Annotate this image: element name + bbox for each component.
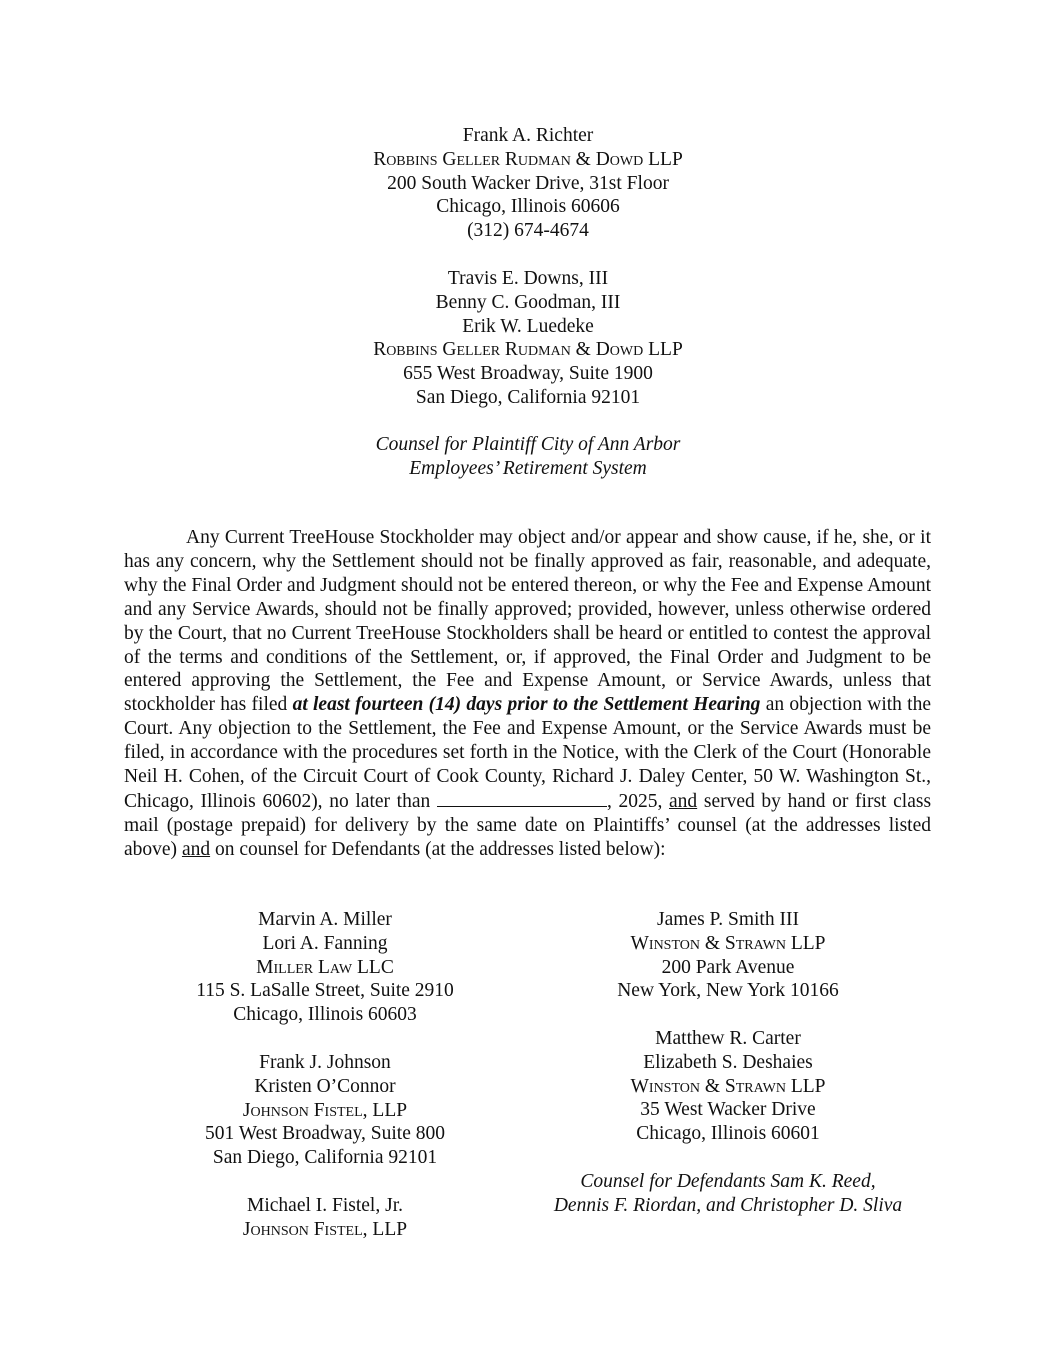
firm-name: Miller Law LLC — [256, 956, 394, 978]
defense-counsel-left-group-1 — [160, 908, 490, 1027]
address-line: Chicago, Illinois 60601 — [636, 1123, 820, 1145]
role-line: Counsel for Defendants Sam K. Reed, — [580, 1171, 876, 1192]
defense-counsel-role — [528, 1170, 928, 1218]
attorney-name: Matthew R. Carter — [655, 1028, 801, 1049]
paragraph-text: , 2025, — [606, 790, 663, 812]
firm-name: Robbins Geller Rudman & Dowd LLP — [373, 339, 683, 361]
attorney-name: Erik W. Luedeke — [462, 315, 594, 337]
attorney-name: Lori A. Fanning — [262, 932, 388, 954]
address-line: San Diego, California 92101 — [415, 386, 641, 408]
address-line: 655 West Broadway, Suite 1900 — [403, 363, 653, 385]
paragraph-text: on counsel for Defendants (at the addresses listed below): — [214, 838, 666, 860]
paragraph-text: Any Current TreeHouse Stockholder may object and/or appear and show cause, if he, she, or it has any concern, why the Settlement should not be finally approved as fair, reasonable, and adequate, why the Final Order and Judgment should not be entered thereon, or why the Fee and Expense Amount and any Service Awards, should not be finally approved; provided, however, unless otherwise ordered by the Court, that no Current TreeHouse Stockholders shall be heard or entitled to contest the approval of the terms and conditions of the Settlement, or, if approved, the Final Order and Judgment to be entered approving the Settlement, the Fee and Expense Amount, or Service Awards, unless that stockholder has filed — [124, 527, 931, 716]
address-line: 501 West Broadway, Suite 800 — [205, 1123, 445, 1145]
defense-counsel-right-group-1 — [528, 908, 928, 1003]
plaintiff-counsel-role — [278, 433, 778, 481]
attorney-name: Frank J. Johnson — [259, 1052, 391, 1073]
underlined-and: and — [181, 838, 211, 860]
attorney-name: Travis E. Downs, III — [447, 268, 609, 289]
role-line: Counsel for Plaintiff City of Ann Arbor — [375, 434, 681, 455]
defense-counsel-left-group-3 — [160, 1194, 490, 1242]
firm-name: Johnson Fistel, LLP — [242, 1218, 408, 1240]
objection-paragraph — [124, 526, 931, 862]
role-line: Employees’ Retirement System — [409, 457, 647, 479]
deadline-emphasis: at least fourteen (14) days prior to the Settlement Hearing — [292, 694, 761, 716]
address-line: Chicago, Illinois 60606 — [436, 196, 620, 218]
date-blank-line — [437, 789, 607, 807]
paragraph-text: an objection with the Court. Any objection to the Settlement, the Fee and Expense Amount, or the Service Awards must be filed, in accordance with the procedures set forth in the Notice, with the Clerk of the Court (Honorable Neil H. Cohen, of the Circuit Court of Cook County, Richard J. Daley Center, 50 W. Washington St., Chicago, Illinois 60602), no later than — [124, 694, 932, 812]
defense-counsel-left-group-2 — [160, 1051, 490, 1170]
phone-number: (312) 674-4674 — [467, 220, 589, 242]
paragraph-text: served by hand or first class mail (postage prepaid) for delivery by the same date on Plaintiffs’ counsel (at the addresses listed above) — [124, 790, 932, 860]
attorney-name: Frank A. Richter — [462, 125, 594, 146]
address-line: 115 S. LaSalle Street, Suite 2910 — [196, 980, 454, 1002]
address-line: 200 Park Avenue — [661, 956, 795, 978]
attorney-name: Elizabeth S. Deshaies — [643, 1051, 813, 1073]
underlined-and: and — [669, 790, 698, 812]
attorney-name: Marvin A. Miller — [258, 909, 392, 930]
firm-name: Johnson Fistel, LLP — [242, 1099, 408, 1121]
role-line: Dennis F. Riordan, and Christopher D. Sliva — [553, 1194, 903, 1216]
attorney-name: Benny C. Goodman, III — [435, 291, 621, 313]
firm-name: Robbins Geller Rudman & Dowd LLP — [373, 148, 683, 170]
firm-name: Winston & Strawn LLP — [630, 1075, 826, 1097]
address-line: New York, New York 10166 — [617, 980, 839, 1002]
address-line: Chicago, Illinois 60603 — [233, 1004, 417, 1026]
address-line: 35 West Wacker Drive — [640, 1099, 816, 1121]
defense-counsel-right-group-2 — [528, 1027, 928, 1146]
attorney-name: James P. Smith III — [657, 909, 799, 930]
firm-name: Winston & Strawn LLP — [630, 932, 826, 954]
address-line: San Diego, California 92101 — [212, 1147, 438, 1169]
plaintiff-counsel-block-2 — [278, 267, 778, 410]
attorney-name: Michael I. Fistel, Jr. — [247, 1195, 403, 1216]
attorney-name: Kristen O’Connor — [254, 1075, 396, 1097]
plaintiff-counsel-block-1 — [278, 124, 778, 243]
address-line: 200 South Wacker Drive, 31st Floor — [387, 172, 669, 194]
